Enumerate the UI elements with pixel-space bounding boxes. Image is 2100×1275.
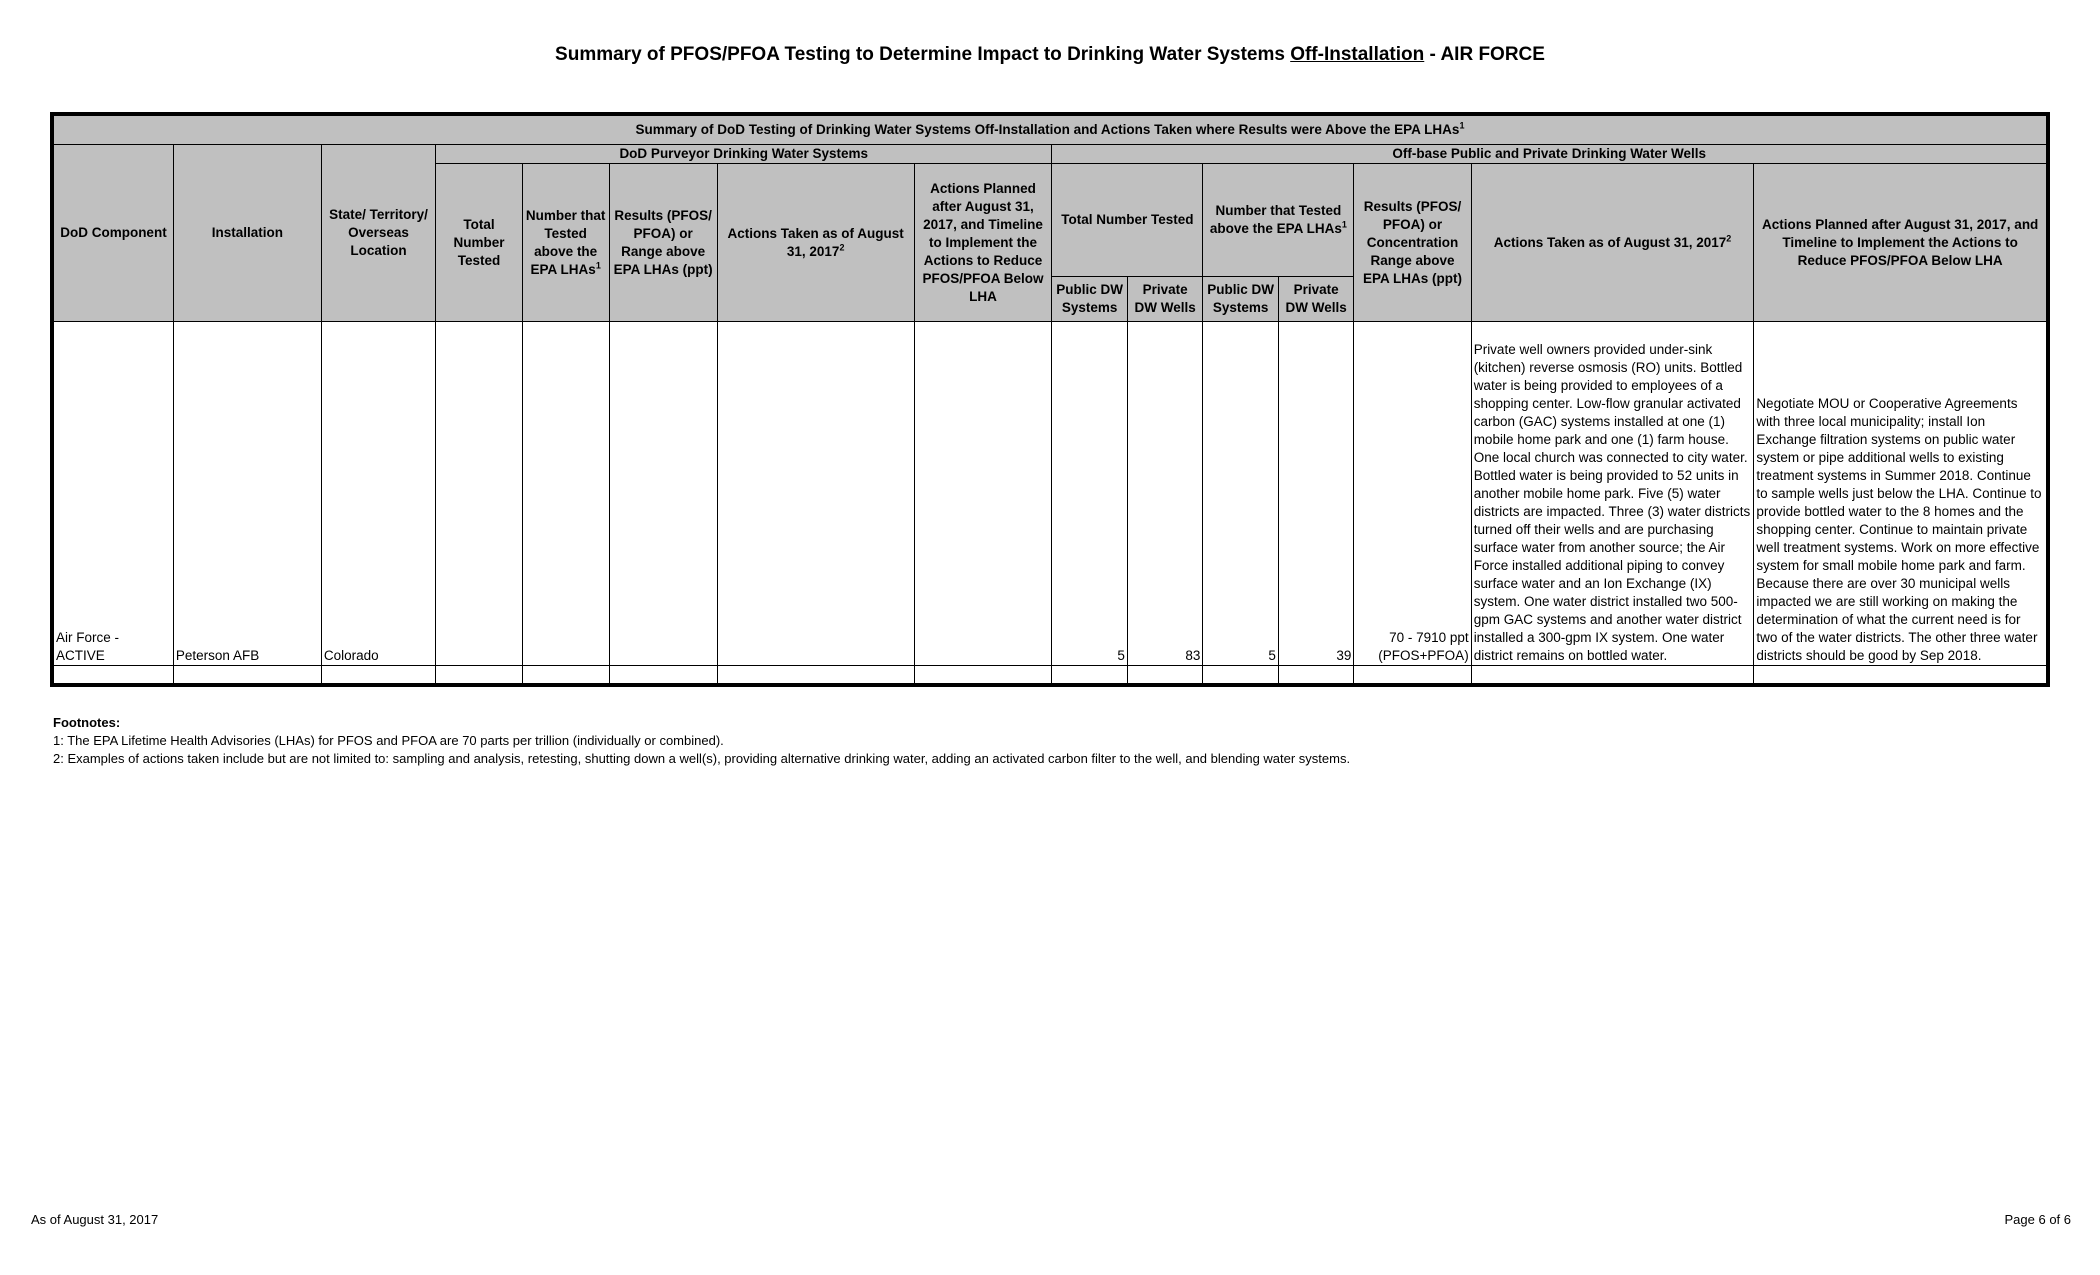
header-number-above: Number that Tested above the EPA LHAs$^1$ — [522, 164, 609, 322]
header-total-tested: Total Number Tested — [436, 164, 523, 322]
header-actions-taken: Actions Taken as of August 31, 2017$^2$ — [717, 164, 914, 322]
header-installation: Installation — [173, 145, 321, 322]
cell-results-range — [609, 322, 717, 666]
cell-total-public: 5 — [1052, 322, 1128, 666]
cell-above-public: 5 — [1203, 322, 1279, 666]
cell-above-private: 39 — [1278, 322, 1354, 666]
footnotes-title: Footnotes: — [53, 715, 121, 730]
header-location: State/ Territory/ Overseas Location — [321, 145, 435, 322]
header-offbase-actions-taken: Actions Taken as of August 31, 2017$^2$ — [1471, 164, 1754, 322]
cell-actions-planned — [914, 322, 1052, 666]
table-row-empty — [52, 666, 2048, 685]
cell-offbase-actions-planned: Negotiate MOU or Cooperative Agreements with three local municipality; install Ion Exchange filtration systems on public water system or pipe additional wells to existing treatment systems in Summer 2018. Continue to sample wells just below the LHA. Continue to provide bottled water to the 8 homes and the shopping center. Continue to maintain private well treatment systems. Work on more effective system for small mobile home park and farm. Because there are over 30 municipal wells impacted we are still working on making the determination of what the current need is for two of the water districts. The other three water districts should be good by Sep 2018. — [1754, 322, 2048, 666]
header-actions-planned: Actions Planned after August 31, 2017, and Timeline to Implement the Actions to Reduce PFOS/PFOA Below LHA — [914, 164, 1052, 322]
header-private-dw-wells-above: Private DW Wells — [1278, 277, 1354, 322]
page-title: Summary of PFOS/PFOA Testing to Determine Impact to Drinking Water Systems Off-Installation - AIR FORCE — [555, 44, 1545, 65]
header-public-dw-systems: Public DW Systems — [1052, 277, 1128, 322]
cell-installation: Peterson AFB — [173, 322, 321, 666]
cell-offbase-actions-taken: Private well owners provided under-sink (kitchen) reverse osmosis (RO) units. Bottled water is being provided to employees of a shopping center. Low-flow granular activated carbon (GAC) systems installed at one (1) mobile home park and one (1) farm house. One local church was connected to city water. Bottled water is being provided to 52 units in another mobile home park. Five (5) water districts are impacted. Three (3) water districts turned off their wells and are purchasing surface water from another source; the Air Force installed additional piping to convey surface water and an Ion Exchange (IX) system. One water district installed two 500-gpm GAC systems and another water district installed a 300-gpm IX system. One water district remains on bottled water. — [1471, 322, 1754, 666]
header-offbase-results: Results (PFOS/ PFOA) or Concentration Range above EPA LHAs (ppt) — [1354, 164, 1471, 322]
cell-total-tested — [436, 322, 523, 666]
table-row — [52, 322, 2048, 666]
footnote-2: 2: Examples of actions taken include but are not limited to: sampling and analysis, retesting, shutting down a well(s), providing alternative drinking water, adding an activated carbon filter to the well, and blending water systems. — [53, 751, 1351, 766]
footnotes — [53, 714, 1350, 768]
cell-actions-taken — [717, 322, 914, 666]
header-offbase-total-tested: Total Number Tested — [1052, 164, 1203, 277]
header-offbase-actions-planned: Actions Planned after August 31, 2017, and Timeline to Implement the Actions to Reduce PFOS/PFOA Below LHA — [1754, 164, 2048, 322]
header-offbase-number-above: Number that Tested above the EPA LHAs$^1$ — [1203, 164, 1354, 277]
page-title-underlined: Off-Installation — [1290, 44, 1425, 65]
table-title: Summary of DoD Testing of Drinking Water Systems Off-Installation and Actions Taken where Results were Above the EPA LHAs$^1$ — [52, 114, 2048, 145]
cell-location: Colorado — [321, 322, 435, 666]
cell-number-above — [522, 322, 609, 666]
footer-page-number: Page 6 of 6 — [2004, 1212, 2071, 1227]
cell-offbase-results: 70 - 7910 ppt (PFOS+PFOA) — [1354, 322, 1471, 666]
summary-table — [50, 112, 2050, 687]
footnote-1: 1: The EPA Lifetime Health Advisories (LHAs) for PFOS and PFOA are 70 parts per trillion (individually or combined). — [53, 733, 724, 748]
cell-total-private: 83 — [1127, 322, 1203, 666]
header-group-purveyor: DoD Purveyor Drinking Water Systems — [436, 145, 1052, 164]
header-public-dw-systems-above: Public DW Systems — [1203, 277, 1279, 322]
header-group-offbase: Off-base Public and Private Drinking Water Wells — [1052, 145, 2048, 164]
header-private-dw-wells: Private DW Wells — [1127, 277, 1203, 322]
footer-date: As of August 31, 2017 — [31, 1212, 159, 1227]
cell-dod-component: Air Force - ACTIVE — [52, 322, 173, 666]
header-results-range: Results (PFOS/ PFOA) or Range above EPA LHAs (ppt) — [609, 164, 717, 322]
header-dod-component: DoD Component — [52, 145, 173, 322]
